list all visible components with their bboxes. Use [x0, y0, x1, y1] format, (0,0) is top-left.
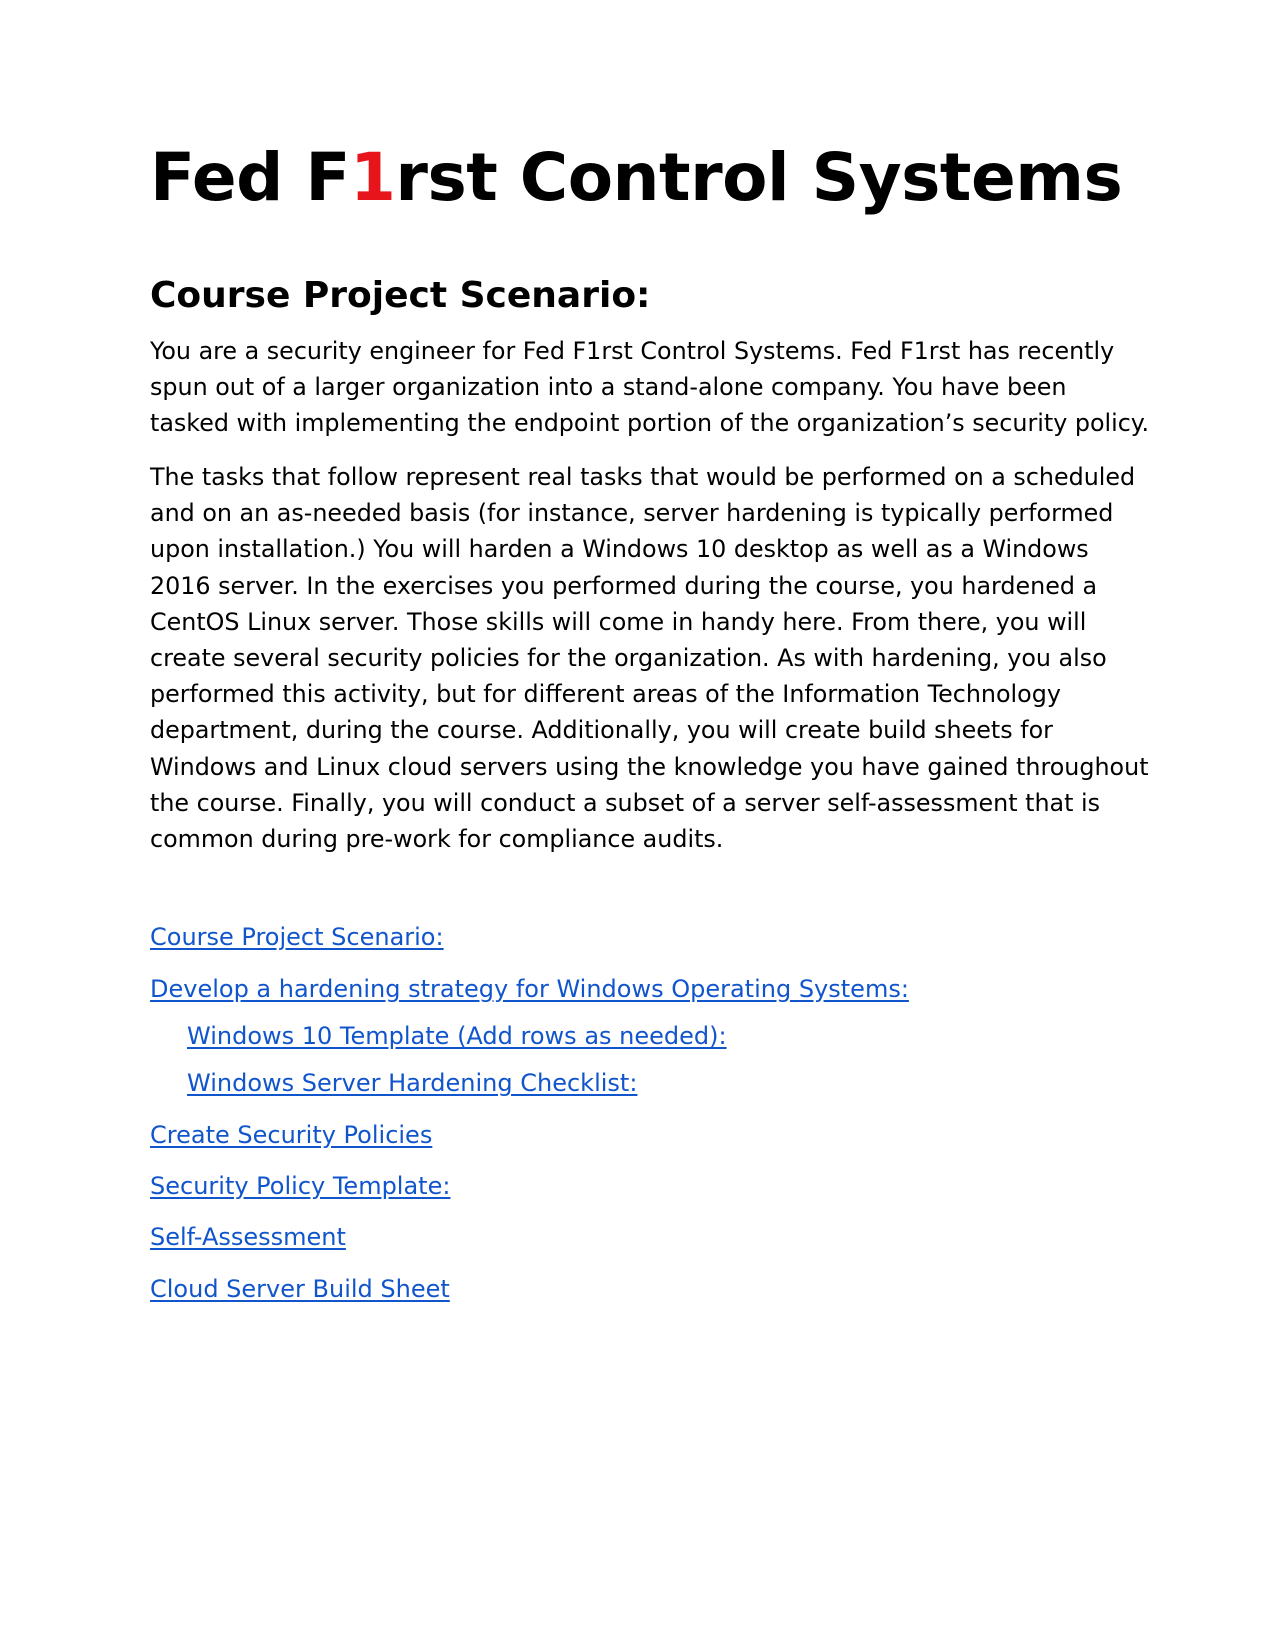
title-suffix: rst Control Systems [395, 139, 1123, 216]
section-heading: Course Project Scenario: [150, 275, 651, 316]
paragraph-line: 2016 server. In the exercises you performed during the course, you hardened a [150, 571, 1098, 600]
toc-link-course-project-scenario[interactable]: Course Project Scenario: [150, 923, 444, 951]
paragraph-line: common during pre-work for compliance audits. [150, 825, 724, 854]
paragraph-line: spun out of a larger organization into a stand-alone company. You have been [150, 373, 1067, 402]
scenario-paragraph-1 [150, 333, 1150, 442]
toc-link-server-hardening-checklist[interactable]: Windows Server Hardening Checklist: [187, 1069, 638, 1097]
toc-link-cloud-server-build-sheet[interactable]: Cloud Server Build Sheet [150, 1275, 450, 1303]
paragraph-line: upon installation.) You will harden a Windows 10 desktop as well as a Windows [150, 535, 1089, 564]
paragraph-line: department, during the course. Additionally, you will create build sheets for [150, 716, 1053, 745]
paragraph-line: the course. Finally, you will conduct a subset of a server self-assessment that is [150, 788, 1101, 817]
toc-link-windows-10-template[interactable]: Windows 10 Template (Add rows as needed): [187, 1022, 727, 1050]
toc-link-hardening-strategy[interactable]: Develop a hardening strategy for Windows Operating Systems: [150, 975, 909, 1003]
toc-link-create-security-policies[interactable]: Create Security Policies [150, 1121, 433, 1149]
paragraph-line: tasked with implementing the endpoint portion of the organization’s security policy. [150, 409, 1150, 438]
paragraph-line: performed this activity, but for different areas of the Information Technology [150, 680, 1061, 709]
title-accent-digit: 1 [349, 139, 396, 216]
paragraph-line: CentOS Linux server. Those skills will come in handy here. From there, you will [150, 607, 1087, 636]
paragraph-line: The tasks that follow represent real tasks that would be performed on a scheduled [150, 463, 1136, 491]
toc-link-security-policy-template[interactable]: Security Policy Template: [150, 1172, 451, 1200]
scenario-paragraph-2 [150, 459, 1150, 857]
paragraph-line: Windows and Linux cloud servers using the knowledge you have gained throughout [150, 752, 1149, 781]
document-title [150, 128, 1130, 228]
paragraph-line: create several security policies for the organization. As with hardening, you also [150, 644, 1107, 673]
title-prefix: Fed F [150, 139, 350, 216]
paragraph-line: You are a security engineer for Fed F1rst Control Systems. Fed F1rst has recently [150, 337, 1115, 365]
paragraph-line: and on an as-needed basis (for instance, server hardening is typically performed [150, 499, 1114, 528]
toc-link-self-assessment[interactable]: Self-Assessment [150, 1223, 346, 1251]
